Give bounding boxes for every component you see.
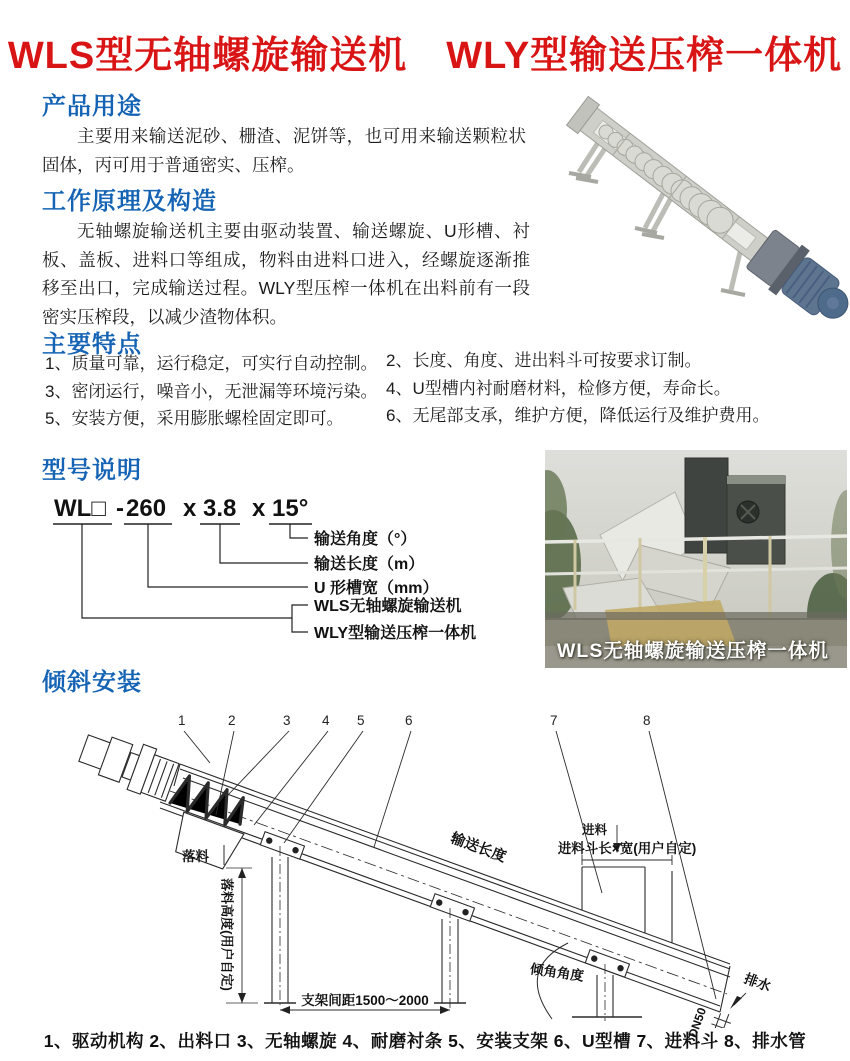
callout-6: 6 <box>405 713 413 728</box>
spiral-screw <box>599 125 733 233</box>
callout-8: 8 <box>643 713 651 728</box>
label-falling-material: 落料 <box>182 849 209 864</box>
model-label-length: 输送长度（m） <box>314 556 425 573</box>
feature-item: 2、长度、角度、进出料斗可按要求订制。 <box>386 351 702 370</box>
model-label-angle: 输送角度（°） <box>314 531 417 548</box>
model-label-wls: WLS无轴螺旋输送机 <box>314 598 462 615</box>
heading-install: 倾斜安装 <box>42 669 142 696</box>
label-support-spacing: 支架间距1500～2000 <box>301 993 429 1008</box>
drain-arrow <box>730 993 746 1009</box>
features-right-column <box>386 347 846 430</box>
model-code-base: WL□ <box>54 495 106 522</box>
heading-model: 型号说明 <box>42 457 142 484</box>
model-leader-lines <box>82 524 308 632</box>
install-diagram <box>30 703 830 1040</box>
model-code <box>54 495 308 522</box>
feature-item: 6、无尾部支承，维护方便，降低运行及维护费用。 <box>386 406 770 425</box>
drive-unit <box>61 726 261 872</box>
site-photo <box>545 450 847 668</box>
label-drain: 排水 <box>742 970 773 995</box>
principle-body: 无轴螺旋输送机主要由驱动装置、输送螺旋、U形槽、衬板、盖板、进料口等组成，物料由进料口进入，经螺旋逐渐推移至出口，完成输送过程。WLY型压榨一体机在出料前有一段密实压榨段，以减少渣物体积。 <box>42 221 530 327</box>
model-diagram <box>40 486 510 656</box>
callout-1: 1 <box>178 713 186 728</box>
model-code-dash: - <box>116 495 124 522</box>
callout-5: 5 <box>357 713 365 728</box>
feature-item: 1、质量可靠，运行稳定，可实行自动控制。 <box>45 354 378 373</box>
features-left-column <box>45 350 390 433</box>
callout-3: 3 <box>283 713 291 728</box>
model-code-width: 260 <box>126 495 167 522</box>
label-feed: 进料 <box>582 823 608 837</box>
model-label-wly: WLY型输送压榨一体机 <box>314 625 477 642</box>
model-code-length: 3.8 <box>203 495 237 522</box>
callout-2: 2 <box>228 713 236 728</box>
heading-principle: 工作原理及构造 <box>42 188 217 215</box>
parts-legend: 1、驱动机构 2、出料口 3、无轴螺旋 4、耐磨衬条 5、安装支架 6、U型槽 7、进料斗 8、排水管 <box>43 1031 807 1051</box>
conveyor-illustration <box>545 78 850 320</box>
support-leg-3 <box>572 950 642 1021</box>
support-leg-2 <box>430 894 474 1008</box>
label-incline-angle: 倾角角度 <box>529 961 585 984</box>
feature-item: 3、密闭运行，噪音小，无泄漏等环境污染。 <box>45 381 378 401</box>
callout-7: 7 <box>550 713 558 728</box>
install-drawing <box>30 703 830 1028</box>
label-fall-height: 落料高度(用户自定) <box>219 878 235 991</box>
heading-usage: 产品用途 <box>42 93 142 120</box>
label-convey-length: 输送长度 <box>448 830 509 866</box>
callout-4: 4 <box>322 713 330 728</box>
heading-features: 主要特点 <box>42 331 142 358</box>
feature-item: 4、U型槽内衬耐磨材料，检修方便，寿命长。 <box>386 378 731 398</box>
model-code-diagram <box>40 486 510 656</box>
feature-item: 5、安装方便，采用膨胀螺栓固定即可。 <box>45 409 344 428</box>
site-photo-caption: WLS无轴螺旋输送压榨一体机 <box>557 640 829 662</box>
support-leg-1 <box>260 832 304 1008</box>
model-label-width: U 形槽宽（mm） <box>314 580 439 597</box>
usage-body: 主要用来输送泥砂、栅渣、泥饼等，也可用来输送颗粒状固体，丙可用于普通密实、压榨。 <box>42 126 526 175</box>
page-title: WLS型无轴螺旋输送机 WLY型输送压榨一体机 <box>7 35 843 77</box>
product-photo-conveyor <box>545 78 850 320</box>
drain-pipe <box>709 1010 734 1028</box>
model-code-x1: x <box>183 495 197 522</box>
label-drain-dn: DN50 <box>685 1005 710 1040</box>
model-code-x2: x <box>252 495 266 522</box>
model-code-angle: 15° <box>272 495 309 522</box>
label-hopper-size: 进料斗长×宽(用户自定) <box>557 841 697 856</box>
model-labels <box>313 529 476 642</box>
